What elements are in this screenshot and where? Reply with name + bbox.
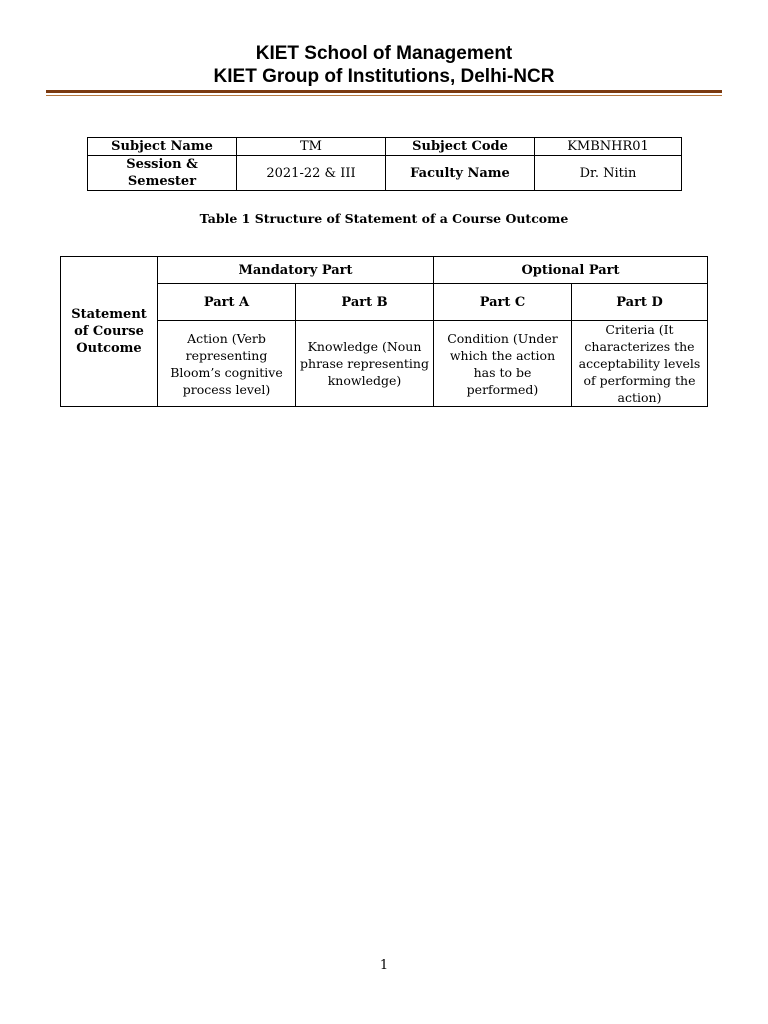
header-rule-thick [46,90,722,93]
table-caption: Table 1 Structure of Statement of a Course Outcome [199,211,569,226]
session-label: Session & Semester [88,156,237,191]
subject-code-value: KMBNHR01 [535,138,682,156]
table-row [61,257,708,284]
institution-subtitle: KIET Group of Institutions, Delhi-NCR [213,66,555,87]
part-c-description: Condition (Under which the action has to be performed) [434,321,572,407]
subject-name-value: TM [237,138,386,156]
table-row [88,138,682,156]
part-d-description: Criteria (It characterizes the acceptability levels of performing the action) [572,321,708,407]
institution-title: KIET School of Management [255,43,513,64]
subject-code-label: Subject Code [386,138,535,156]
optional-part-header: Optional Part [434,257,708,284]
part-b-header: Part B [296,284,434,321]
table-row [61,284,708,321]
faculty-value: Dr. Nitin [535,156,682,191]
faculty-label: Faculty Name [386,156,535,191]
part-b-description: Knowledge (Noun phrase representing knowledge) [296,321,434,407]
course-outcome-table [60,256,708,407]
table-row [88,156,682,191]
part-a-description: Action (Verb representing Bloom’s cognitive process level) [158,321,296,407]
table-row [61,321,708,407]
part-c-header: Part C [434,284,572,321]
statement-header: Statement of Course Outcome [61,257,158,407]
page-number: 1 [379,958,389,973]
session-value: 2021-22 & III [237,156,386,191]
part-a-header: Part A [158,284,296,321]
subject-info-table [87,137,682,191]
mandatory-part-header: Mandatory Part [158,257,434,284]
part-d-header: Part D [572,284,708,321]
subject-name-label: Subject Name [88,138,237,156]
header-rule-thin [46,95,722,96]
